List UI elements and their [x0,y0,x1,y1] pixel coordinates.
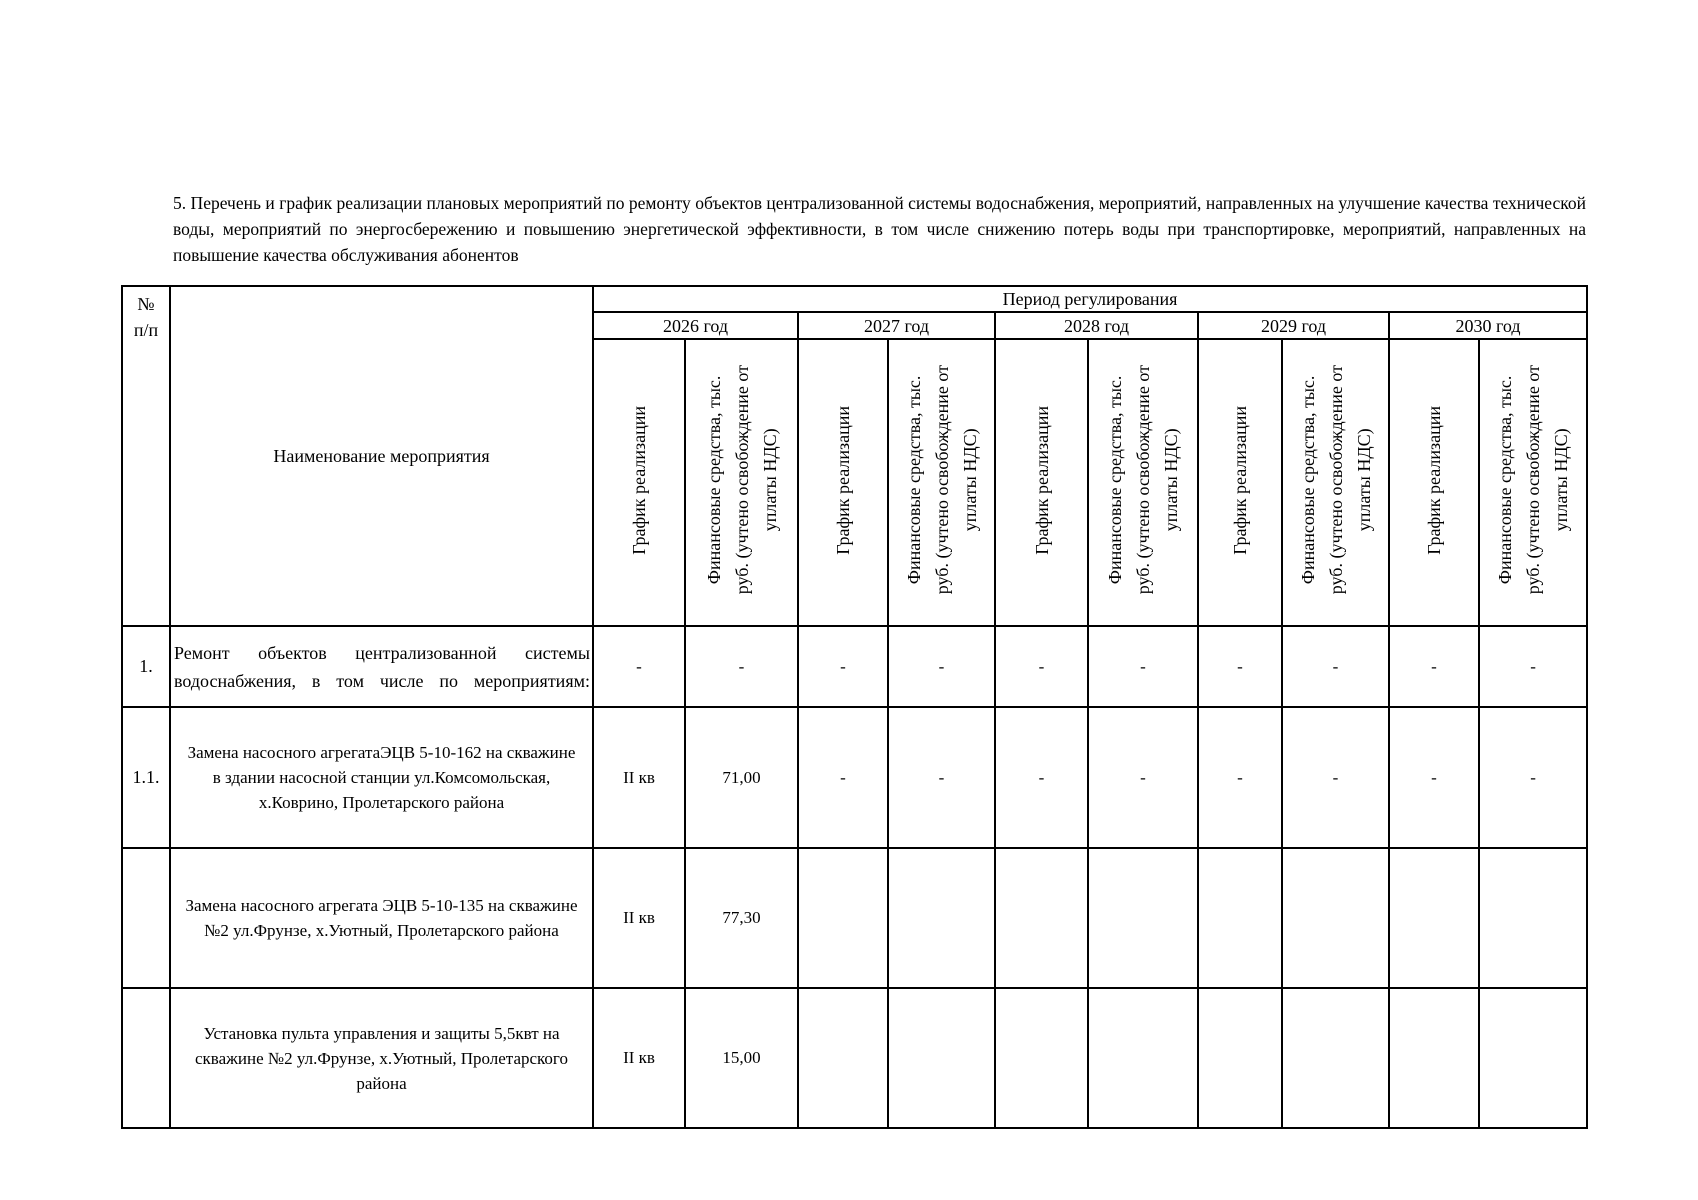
cell-schedule-2030 [1389,848,1479,988]
year-header-2029: 2029 год [1198,312,1389,339]
subheader-finance-2029: Финансовые средства, тыс. руб. (учтено освобождение от уплаты НДС) [1282,339,1389,626]
cell-schedule-2027: - [798,626,888,707]
table-row [122,848,1587,988]
cell-schedule-2028: - [995,626,1088,707]
cell-schedule-2028 [995,848,1088,988]
document-heading: 5. Перечень и график реализации плановых мероприятий по ремонту объектов централизованной системы водоснабжения, мероприятий, направленных на улучшение качества технической воды, мероприятий по энергосбережению и повышению энергетической эффективности, в том числе снижению потерь воды при транспортировке, мероприятий, направленных на повышение качества обслуживания абонентов [173,193,1586,265]
cell-schedule-2028 [995,988,1088,1128]
subheader-schedule-2029: График реализации [1198,339,1282,626]
cell-finance-2030 [1479,988,1587,1128]
cell-finance-2030: - [1479,626,1587,707]
cell-schedule-2026: - [593,626,685,707]
cell-schedule-2026: II кв [593,848,685,988]
cell-schedule-2026: II кв [593,988,685,1128]
subheader-finance-2030: Финансовые средства, тыс. руб. (учтено освобождение от уплаты НДС) [1479,339,1587,626]
year-header-2027: 2027 год [798,312,995,339]
cell-schedule-2027 [798,988,888,1128]
row-number: 1.1. [122,707,170,848]
cell-finance-2030 [1479,848,1587,988]
cell-finance-2028: - [1088,626,1198,707]
col-header-name [170,286,593,626]
year-header-2028: 2028 год [995,312,1198,339]
subheader-finance-2027: Финансовые средства, тыс. руб. (учтено освобождение от уплаты НДС) [888,339,995,626]
subheader-finance-2026: Финансовые средства, тыс. руб. (учтено освобождение от уплаты НДС) [685,339,798,626]
cell-schedule-2029: - [1198,707,1282,848]
cell-finance-2029: - [1282,707,1389,848]
activity-name: Ремонт объектов централизованной системы водоснабжения, в том числе по мероприятиям: [170,626,593,707]
cell-schedule-2026: II кв [593,707,685,848]
cell-finance-2028: - [1088,707,1198,848]
col-header-name-label: Наименование мероприятия [273,446,490,466]
cell-schedule-2029: - [1198,626,1282,707]
cell-schedule-2029 [1198,988,1282,1128]
col-header-number-label: № п/п [133,294,159,340]
cell-finance-2027 [888,988,995,1128]
col-header-number [122,286,170,626]
cell-schedule-2029 [1198,848,1282,988]
cell-finance-2029 [1282,988,1389,1128]
cell-schedule-2028: - [995,707,1088,848]
row-number: 1. [122,626,170,707]
cell-schedule-2030 [1389,988,1479,1128]
cell-finance-2027: - [888,626,995,707]
subheader-finance-2028: Финансовые средства, тыс. руб. (учтено освобождение от уплаты НДС) [1088,339,1198,626]
cell-finance-2027: - [888,707,995,848]
table-row [122,707,1587,848]
subheader-schedule-2027: График реализации [798,339,888,626]
cell-finance-2027 [888,848,995,988]
table-row [122,626,1587,707]
cell-finance-2026: - [685,626,798,707]
cell-finance-2026: 15,00 [685,988,798,1128]
subheader-schedule-2026: График реализации [593,339,685,626]
cell-schedule-2027: - [798,707,888,848]
cell-schedule-2030: - [1389,707,1479,848]
cell-finance-2028 [1088,848,1198,988]
year-header-2026: 2026 год [593,312,798,339]
cell-finance-2026: 71,00 [685,707,798,848]
cell-finance-2028 [1088,988,1198,1128]
row-number [122,848,170,988]
cell-finance-2029: - [1282,626,1389,707]
year-header-2030: 2030 год [1389,312,1587,339]
cell-finance-2026: 77,30 [685,848,798,988]
activity-name: Замена насосного агрегатаЭЦВ 5-10-162 на скважине в здании насосной станции ул.Комсомольская, х.Коврино, Пролетарского района [170,707,593,848]
cell-finance-2029 [1282,848,1389,988]
activity-name: Установка пульта управления и защиты 5,5квт на скважине №2 ул.Фрунзе, х.Уютный, Пролетарского района [170,988,593,1128]
period-header: Период регулирования [593,286,1587,312]
table-row [122,988,1587,1128]
activity-name: Замена насосного агрегата ЭЦВ 5-10-135 на скважине №2 ул.Фрунзе, х.Уютный, Пролетарского района [170,848,593,988]
subheader-schedule-2030: График реализации [1389,339,1479,626]
cell-schedule-2030: - [1389,626,1479,707]
subheader-schedule-2028: График реализации [995,339,1088,626]
activities-table [121,285,1588,1129]
row-number [122,988,170,1128]
cell-schedule-2027 [798,848,888,988]
cell-finance-2030: - [1479,707,1587,848]
